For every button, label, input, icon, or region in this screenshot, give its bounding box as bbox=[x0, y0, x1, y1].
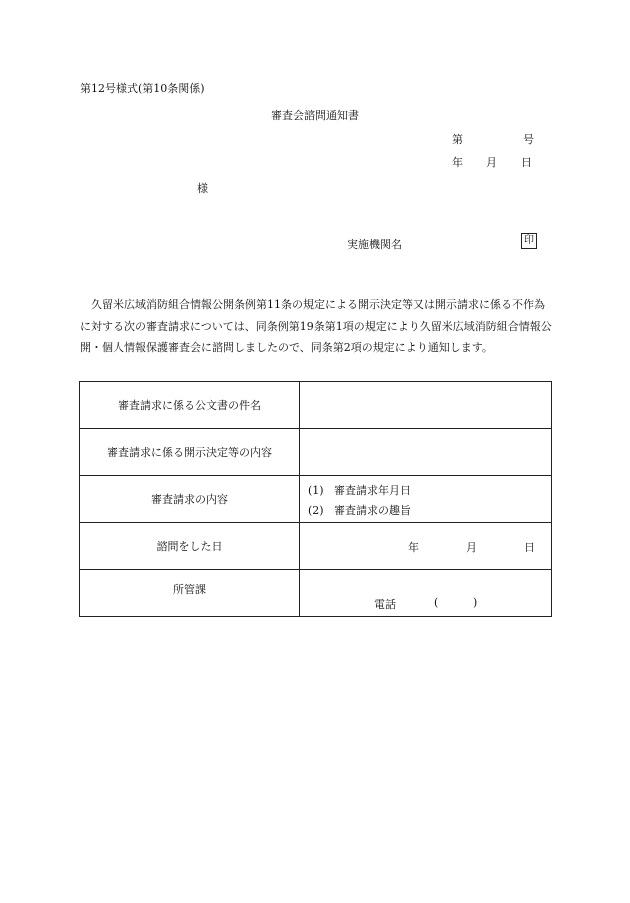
value-cell-department bbox=[300, 570, 552, 617]
item-number: (2) bbox=[308, 504, 324, 517]
phone-paren-open: ( bbox=[434, 596, 439, 609]
list-item bbox=[308, 482, 411, 498]
row-label-document-name: 審査請求に係る公文書の件名 bbox=[80, 382, 300, 429]
consult-day-label: 日 bbox=[524, 541, 535, 554]
value-cell-request-content bbox=[300, 476, 552, 523]
table-row bbox=[80, 382, 552, 429]
item-text: 審査請求の趣旨 bbox=[334, 504, 411, 517]
document-title: 審査会諮問通知書 bbox=[271, 109, 359, 122]
consult-month-label: 月 bbox=[466, 541, 477, 554]
date-day-label: 日 bbox=[521, 156, 532, 169]
item-number: (1) bbox=[308, 484, 324, 497]
row-label-disclosure-decision: 審査請求に係る開示決定等の内容 bbox=[80, 429, 300, 476]
list-item bbox=[308, 502, 411, 518]
date-year-label: 年 bbox=[452, 156, 463, 169]
form-number: 第12号様式(第10条関係) bbox=[80, 82, 205, 95]
doc-number-suffix: 号 bbox=[523, 133, 534, 146]
value-cell-document-name bbox=[300, 382, 552, 429]
row-label-department bbox=[80, 570, 300, 617]
department-label-text: 所管課 bbox=[173, 583, 206, 596]
table-row bbox=[80, 429, 552, 476]
notice-body-text: 久留米広域消防組合情報公開条例第11条の規定による開示決定等又は開示請求に係る不作為に対する次の審査請求については、同条例第19条第1項の規定により久留米広域消防組合情報公開・個人情報保護審査会に諮問しましたので、同条第2項の規定により通知します。 bbox=[80, 298, 552, 354]
value-cell-consultation-date bbox=[300, 523, 552, 570]
agency-label: 実施機関名 bbox=[347, 238, 402, 251]
phone-label: 電話 bbox=[374, 598, 396, 611]
table-row bbox=[80, 523, 552, 570]
details-table bbox=[79, 381, 552, 617]
table-row bbox=[80, 570, 552, 617]
seal-mark: 印 bbox=[521, 233, 537, 249]
table-row bbox=[80, 476, 552, 523]
addressee-suffix: 様 bbox=[197, 182, 208, 195]
date-month-label: 月 bbox=[486, 156, 497, 169]
value-cell-disclosure-decision bbox=[300, 429, 552, 476]
row-label-request-content: 審査請求の内容 bbox=[80, 476, 300, 523]
item-text: 審査請求年月日 bbox=[334, 484, 411, 497]
consult-year-label: 年 bbox=[408, 541, 419, 554]
phone-paren-close: ) bbox=[473, 596, 478, 609]
doc-number-prefix: 第 bbox=[452, 133, 463, 146]
row-label-consultation-date: 諮問をした日 bbox=[80, 523, 300, 570]
